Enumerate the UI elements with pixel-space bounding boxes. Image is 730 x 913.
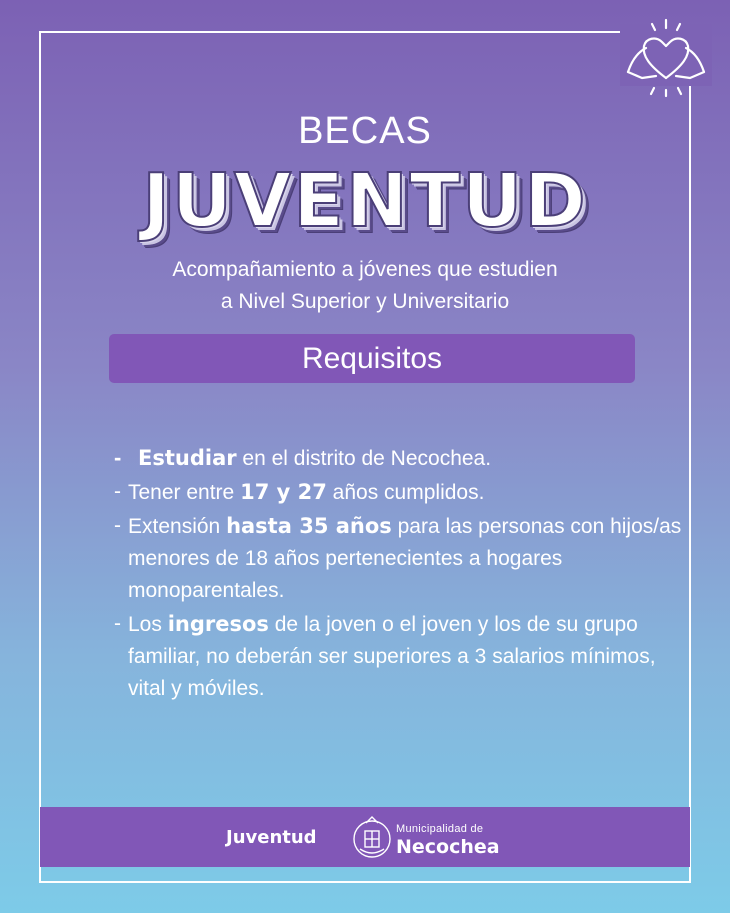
necochea-crest-icon — [350, 813, 394, 861]
requirement-item — [114, 476, 694, 509]
requirement-text — [128, 476, 484, 509]
title-juventud: JUVENTUD — [142, 158, 588, 244]
footer-necochea: Necochea — [396, 836, 500, 858]
requirement-fragment: en el distrito de Necochea. — [236, 447, 492, 470]
requirement-fragment: años cumplidos. — [326, 481, 485, 504]
requirement-highlight: ingresos — [167, 612, 269, 636]
requirement-fragment: para las personas con hijos/as menores de 18 años pertenecientes a hogares monoparentales. — [128, 515, 682, 602]
requirement-text — [128, 510, 694, 607]
footer-municipalidad: Municipalidad de — [396, 823, 484, 835]
requirement-highlight: Estudiar — [138, 446, 237, 470]
hands-heart-icon — [620, 16, 712, 98]
requirement-fragment: Extensión — [128, 515, 227, 538]
requirement-item — [114, 510, 694, 607]
footer-bar — [40, 807, 690, 867]
requirements-list — [114, 442, 694, 705]
bullet-dash: - — [114, 514, 121, 537]
requirement-highlight: 17 y 27 — [240, 480, 327, 504]
requirement-fragment: Los — [128, 613, 168, 636]
footer-juventud: Juventud — [226, 827, 317, 848]
requirement-item — [114, 608, 694, 705]
requirement-fragment: Tener entre — [128, 481, 241, 504]
subtitle — [0, 254, 730, 318]
requisitos-title: Requisitos — [301, 341, 443, 375]
requirement-item — [114, 442, 694, 475]
requirement-fragment: de la joven o el joven y los de su grupo familiar, no deberán ser superiores a 3 salarios mínimos, vital y móviles. — [128, 613, 656, 700]
subtitle-line-1: Acompañamiento a jóvenes que estudien — [172, 258, 558, 281]
requirement-highlight: hasta 35 años — [226, 514, 392, 538]
bullet-dash: - — [114, 612, 121, 635]
subtitle-line-2: a Nivel Superior y Universitario — [220, 290, 510, 313]
requirement-text — [138, 442, 491, 475]
title-becas: BECAS — [298, 110, 432, 152]
bullet-dash: - — [114, 480, 121, 503]
bullet-dash: - — [114, 445, 122, 470]
requisitos-banner — [109, 334, 635, 383]
requirement-text — [128, 608, 694, 705]
